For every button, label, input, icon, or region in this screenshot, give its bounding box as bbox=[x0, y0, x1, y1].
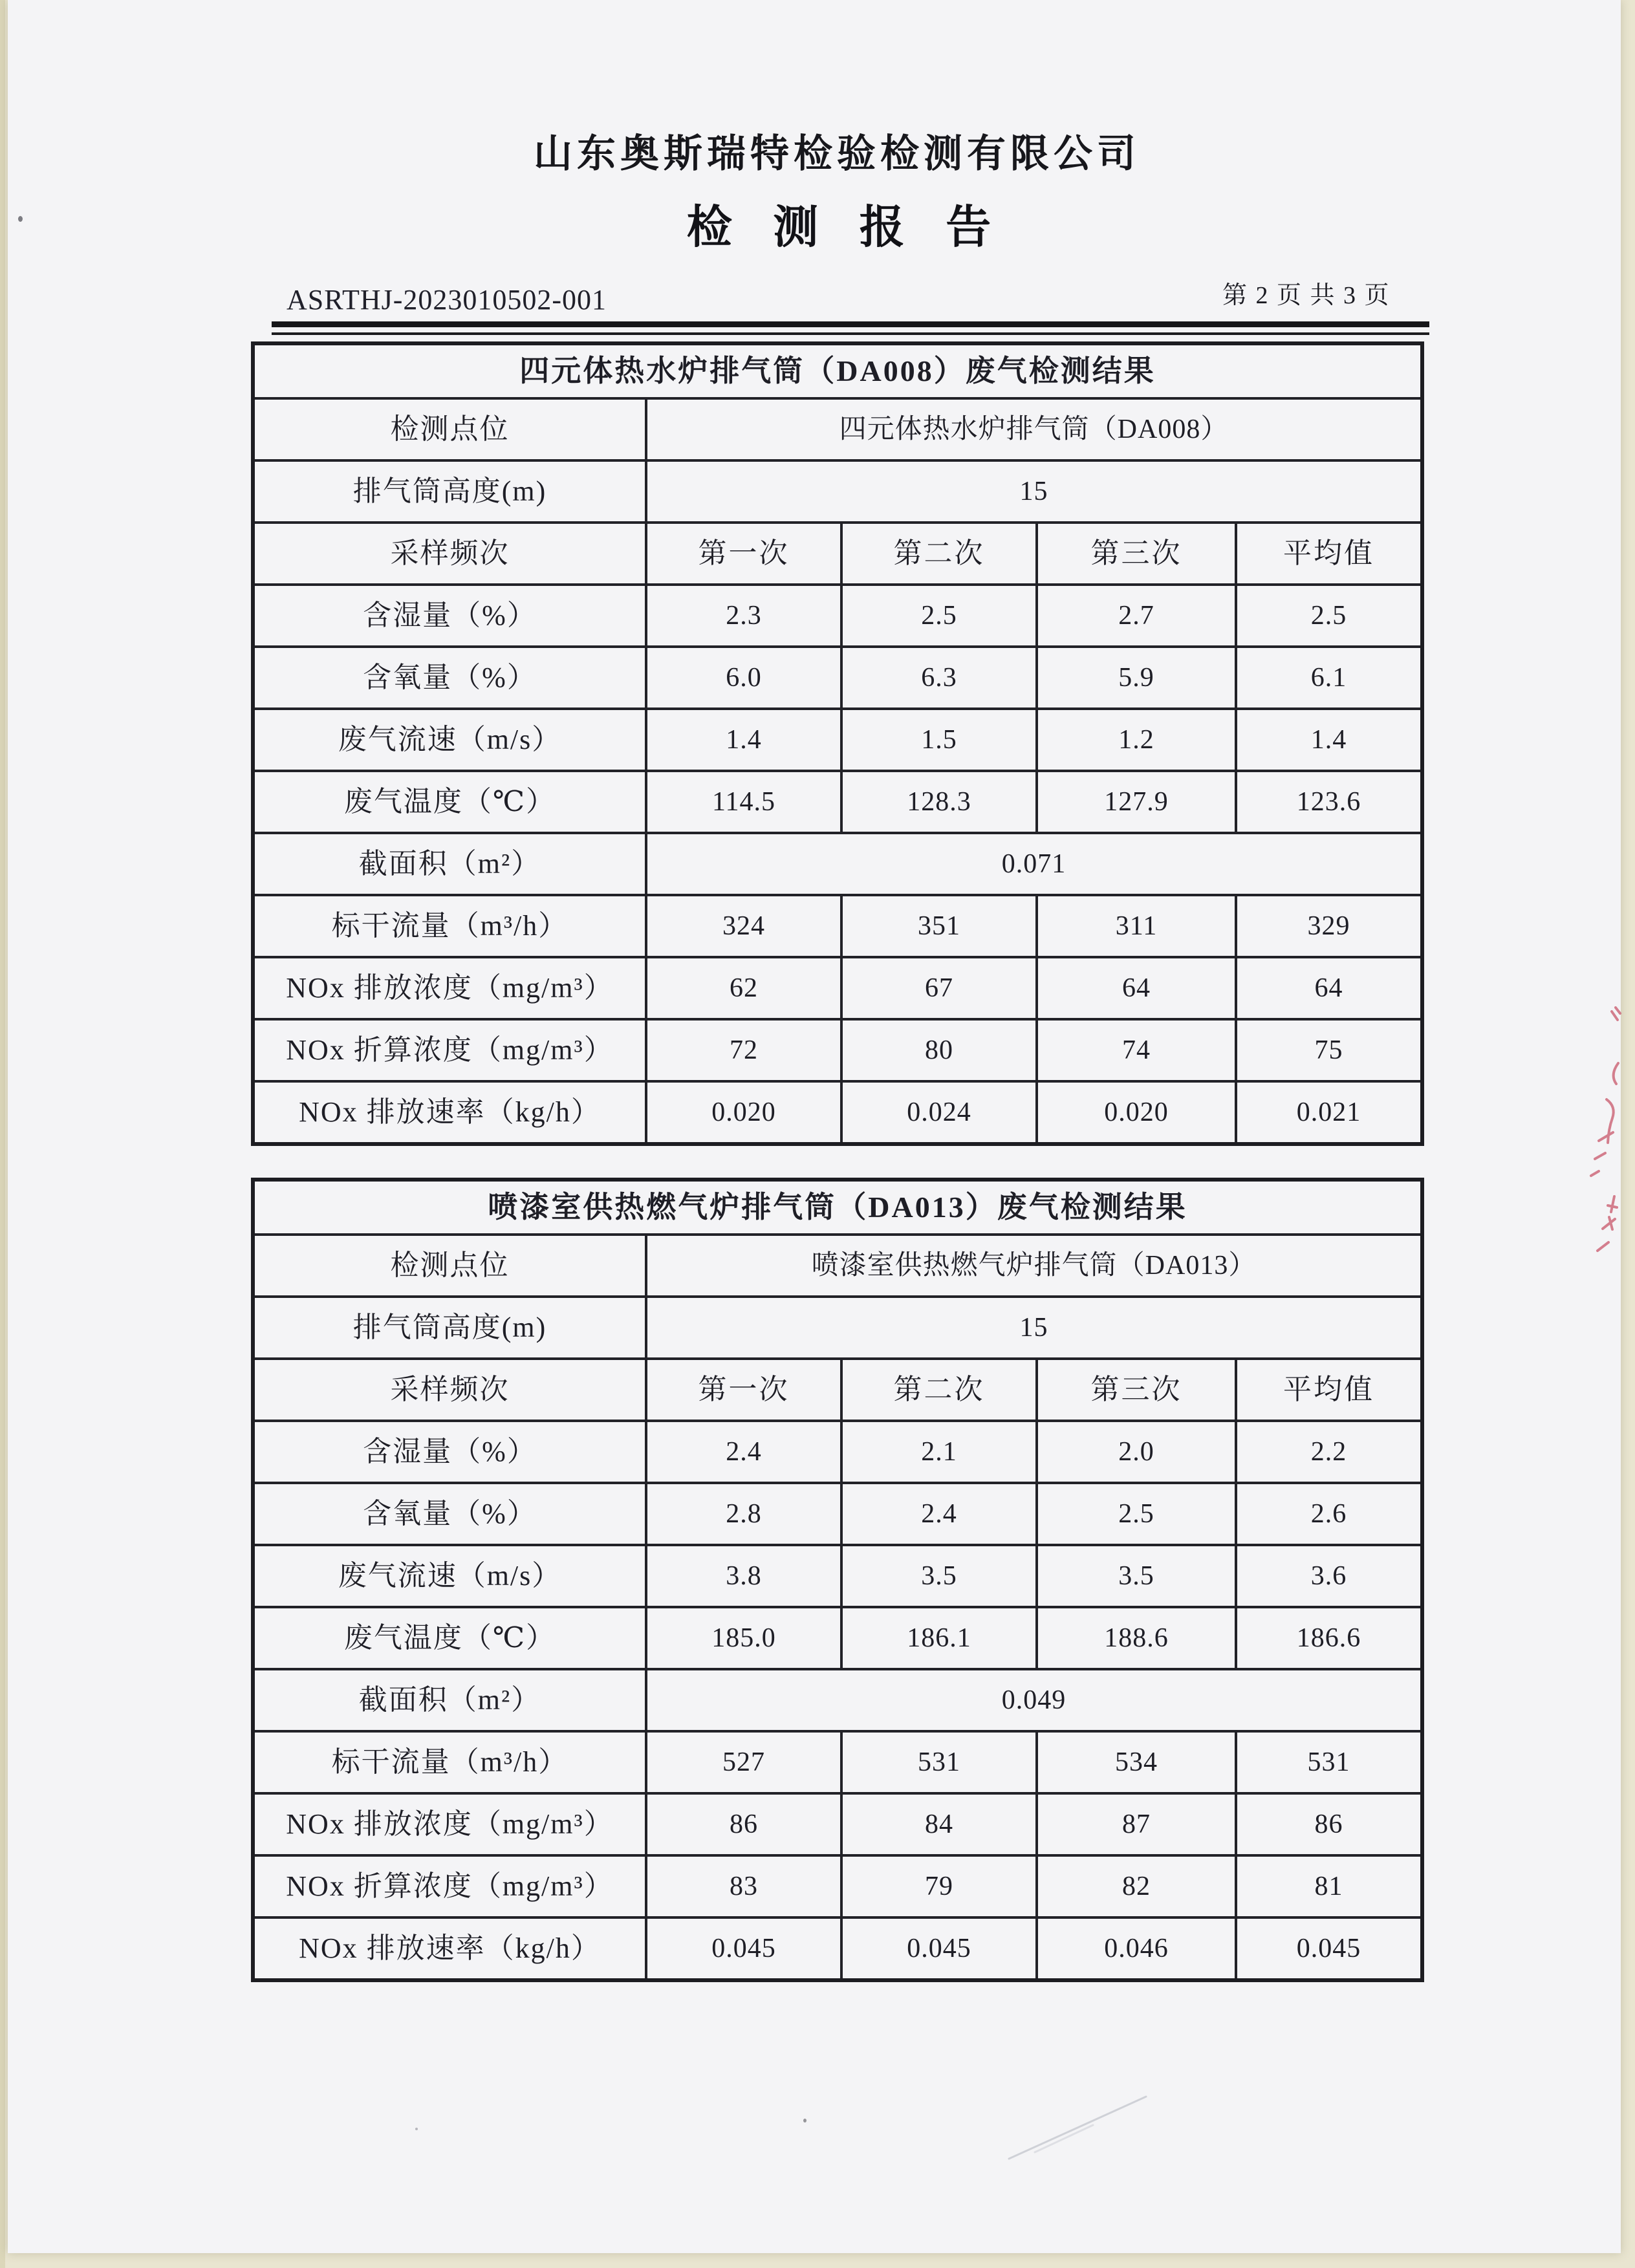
table-row bbox=[253, 523, 1422, 585]
table-row bbox=[253, 1019, 1422, 1081]
row-label: 废气流速（m/s） bbox=[253, 709, 646, 771]
cell-value: 2.5 bbox=[841, 585, 1037, 647]
table-row bbox=[253, 895, 1422, 957]
table-row bbox=[253, 1081, 1422, 1144]
cell-value: 1.4 bbox=[1236, 709, 1422, 771]
row-label: 废气温度（℃） bbox=[253, 771, 646, 833]
cell-value: 67 bbox=[841, 957, 1037, 1019]
page-indicator: 第 2 页 共 3 页 bbox=[1222, 282, 1391, 309]
cell-value: 329 bbox=[1236, 895, 1422, 957]
row-label: 采样频次 bbox=[253, 1359, 646, 1421]
cell-value: 第一次 bbox=[646, 523, 841, 585]
row-label: 排气筒高度(m) bbox=[253, 460, 646, 523]
row-label: 废气温度（℃） bbox=[253, 1607, 646, 1669]
cell-value: 80 bbox=[841, 1019, 1037, 1081]
cell-value: 3.6 bbox=[1236, 1545, 1422, 1607]
cell-value: 128.3 bbox=[841, 771, 1037, 833]
cell-value: 186.6 bbox=[1236, 1607, 1422, 1669]
cell-value: 第三次 bbox=[1037, 1359, 1236, 1421]
table-row bbox=[253, 1607, 1422, 1669]
paper-speck bbox=[415, 2128, 418, 2130]
cell-value: 75 bbox=[1236, 1019, 1422, 1081]
table-title: 四元体热水炉排气筒（DA008）废气检测结果 bbox=[253, 343, 1422, 398]
row-label: NOx 排放速率（kg/h） bbox=[253, 1081, 646, 1144]
report-title: 检 测 报 告 bbox=[686, 203, 993, 253]
row-label: NOx 排放浓度（mg/m³） bbox=[253, 957, 646, 1019]
row-label: 含氧量（%） bbox=[253, 1483, 646, 1545]
table-row bbox=[253, 1855, 1422, 1917]
company-name: 山东奥斯瑞特检验检测有限公司 bbox=[534, 133, 1140, 175]
cell-value: 0.045 bbox=[841, 1917, 1037, 1980]
cell-value: 15 bbox=[646, 1297, 1422, 1359]
cell-value: 第一次 bbox=[646, 1359, 841, 1421]
emissions-table-da013 bbox=[251, 1178, 1424, 1982]
cell-value: 86 bbox=[646, 1793, 841, 1855]
cell-value: 1.2 bbox=[1037, 709, 1236, 771]
row-label: 检测点位 bbox=[253, 1235, 646, 1297]
table-row bbox=[253, 1793, 1422, 1855]
cell-value: 127.9 bbox=[1037, 771, 1236, 833]
cell-value: 123.6 bbox=[1236, 771, 1422, 833]
cell-value: 74 bbox=[1037, 1019, 1236, 1081]
cell-value: 62 bbox=[646, 957, 841, 1019]
cell-value: 0.020 bbox=[646, 1081, 841, 1144]
cell-value: 2.2 bbox=[1236, 1421, 1422, 1483]
cell-value: 64 bbox=[1037, 957, 1236, 1019]
table-row bbox=[253, 771, 1422, 833]
cell-value: 0.071 bbox=[646, 833, 1422, 895]
cell-value: 72 bbox=[646, 1019, 841, 1081]
cell-value: 0.024 bbox=[841, 1081, 1037, 1144]
table-title-row bbox=[253, 1180, 1422, 1235]
cell-value: 0.046 bbox=[1037, 1917, 1236, 1980]
table-row bbox=[253, 647, 1422, 709]
scanner-edge-shade bbox=[0, 0, 5, 2268]
row-label: 含湿量（%） bbox=[253, 1421, 646, 1483]
emissions-table-da008 bbox=[251, 341, 1424, 1146]
row-label: 检测点位 bbox=[253, 398, 646, 460]
cell-value: 2.5 bbox=[1037, 1483, 1236, 1545]
row-label: 标干流量（m³/h） bbox=[253, 1731, 646, 1793]
cell-value: 351 bbox=[841, 895, 1037, 957]
cell-value: 84 bbox=[841, 1793, 1037, 1855]
row-label: 采样频次 bbox=[253, 523, 646, 585]
cell-value: 527 bbox=[646, 1731, 841, 1793]
cell-value: 185.0 bbox=[646, 1607, 841, 1669]
cell-value: 188.6 bbox=[1037, 1607, 1236, 1669]
cell-value: 15 bbox=[646, 460, 1422, 523]
table-row bbox=[253, 833, 1422, 895]
cell-value: 2.4 bbox=[646, 1421, 841, 1483]
row-label: 标干流量（m³/h） bbox=[253, 895, 646, 957]
cell-value: 第二次 bbox=[841, 523, 1037, 585]
cell-value: 1.4 bbox=[646, 709, 841, 771]
row-label: 含氧量（%） bbox=[253, 647, 646, 709]
cell-value: 64 bbox=[1236, 957, 1422, 1019]
table-row bbox=[253, 1297, 1422, 1359]
header-rule-thin bbox=[272, 332, 1429, 335]
cell-value: 79 bbox=[841, 1855, 1037, 1917]
cell-value: 6.0 bbox=[646, 647, 841, 709]
cell-value: 2.7 bbox=[1037, 585, 1236, 647]
cell-value: 531 bbox=[1236, 1731, 1422, 1793]
row-label: 排气筒高度(m) bbox=[253, 1297, 646, 1359]
cell-value: 5.9 bbox=[1037, 647, 1236, 709]
pencil-scratch bbox=[996, 2076, 1164, 2173]
table-row bbox=[253, 1669, 1422, 1731]
paper-speck bbox=[803, 2119, 807, 2122]
table-row bbox=[253, 1359, 1422, 1421]
cell-value: 81 bbox=[1236, 1855, 1422, 1917]
report-number: ASRTHJ-2023010502-001 bbox=[287, 284, 607, 316]
cell-value: 2.0 bbox=[1037, 1421, 1236, 1483]
cell-value: 83 bbox=[646, 1855, 841, 1917]
row-label: NOx 折算浓度（mg/m³） bbox=[253, 1855, 646, 1917]
cell-value: 311 bbox=[1037, 895, 1236, 957]
cell-value: 2.8 bbox=[646, 1483, 841, 1545]
cell-value: 86 bbox=[1236, 1793, 1422, 1855]
row-label: 截面积（m²） bbox=[253, 833, 646, 895]
table-row bbox=[253, 957, 1422, 1019]
cell-value: 3.5 bbox=[841, 1545, 1037, 1607]
cell-value: 82 bbox=[1037, 1855, 1236, 1917]
table-row bbox=[253, 398, 1422, 460]
row-label: NOx 排放浓度（mg/m³） bbox=[253, 1793, 646, 1855]
cell-value: 114.5 bbox=[646, 771, 841, 833]
table-row bbox=[253, 585, 1422, 647]
cell-value: 3.5 bbox=[1037, 1545, 1236, 1607]
cell-value: 534 bbox=[1037, 1731, 1236, 1793]
table-row bbox=[253, 1917, 1422, 1980]
cell-value: 0.045 bbox=[646, 1917, 841, 1980]
row-label: NOx 折算浓度（mg/m³） bbox=[253, 1019, 646, 1081]
row-label: 含湿量（%） bbox=[253, 585, 646, 647]
table-row bbox=[253, 1483, 1422, 1545]
cell-value: 1.5 bbox=[841, 709, 1037, 771]
cell-value: 0.045 bbox=[1236, 1917, 1422, 1980]
table-title-row bbox=[253, 343, 1422, 398]
cell-value: 6.3 bbox=[841, 647, 1037, 709]
cell-value: 2.6 bbox=[1236, 1483, 1422, 1545]
cell-value: 6.1 bbox=[1236, 647, 1422, 709]
cell-value: 2.1 bbox=[841, 1421, 1037, 1483]
table-title: 喷漆室供热燃气炉排气筒（DA013）废气检测结果 bbox=[253, 1180, 1422, 1235]
red-ink-marks bbox=[1560, 1004, 1627, 1269]
cell-value: 喷漆室供热燃气炉排气筒（DA013） bbox=[646, 1235, 1422, 1297]
cell-value: 3.8 bbox=[646, 1545, 841, 1607]
table-row bbox=[253, 1421, 1422, 1483]
cell-value: 0.020 bbox=[1037, 1081, 1236, 1144]
cell-value: 87 bbox=[1037, 1793, 1236, 1855]
cell-value: 四元体热水炉排气筒（DA008） bbox=[646, 398, 1422, 460]
table-row bbox=[253, 709, 1422, 771]
cell-value: 第二次 bbox=[841, 1359, 1037, 1421]
table-row bbox=[253, 1235, 1422, 1297]
cell-value: 平均值 bbox=[1236, 523, 1422, 585]
row-label: NOx 排放速率（kg/h） bbox=[253, 1917, 646, 1980]
cell-value: 531 bbox=[841, 1731, 1037, 1793]
header-rule-thick bbox=[272, 321, 1429, 327]
cell-value: 第三次 bbox=[1037, 523, 1236, 585]
row-label: 废气流速（m/s） bbox=[253, 1545, 646, 1607]
table-row bbox=[253, 460, 1422, 523]
cell-value: 2.4 bbox=[841, 1483, 1037, 1545]
row-label: 截面积（m²） bbox=[253, 1669, 646, 1731]
cell-value: 2.5 bbox=[1236, 585, 1422, 647]
paper-speck bbox=[18, 216, 23, 222]
table-row bbox=[253, 1545, 1422, 1607]
cell-value: 平均值 bbox=[1236, 1359, 1422, 1421]
cell-value: 0.021 bbox=[1236, 1081, 1422, 1144]
table-row bbox=[253, 1731, 1422, 1793]
cell-value: 186.1 bbox=[841, 1607, 1037, 1669]
cell-value: 0.049 bbox=[646, 1669, 1422, 1731]
cell-value: 324 bbox=[646, 895, 841, 957]
cell-value: 2.3 bbox=[646, 585, 841, 647]
